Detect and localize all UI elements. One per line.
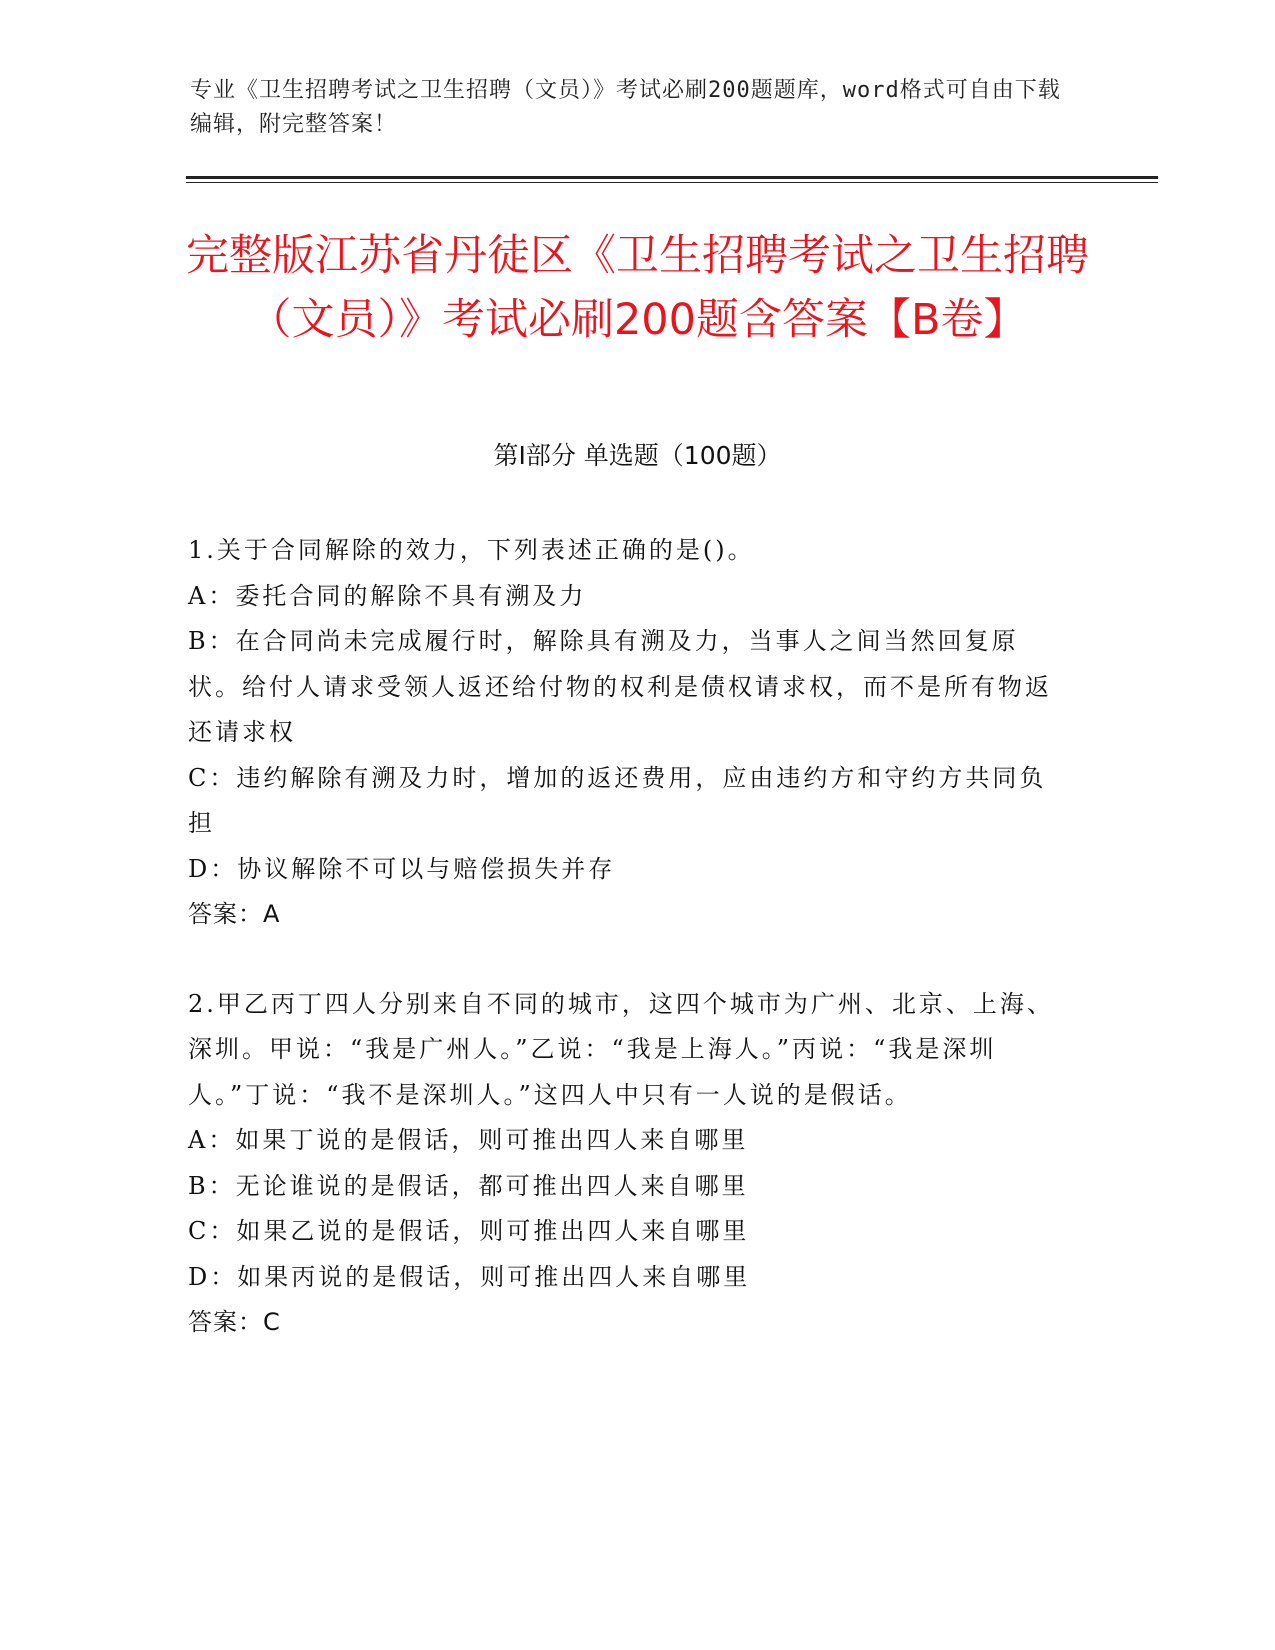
header-divider-thick [186, 176, 1158, 179]
option-c: C：如果乙说的是假话，则可推出四人来自哪里 [188, 1217, 750, 1245]
option-a: A：委托合同的解除不具有溯及力 [188, 581, 587, 610]
document-title: 完整版江苏省丹徒区《卫生招聘考试之卫生招聘（文员）》考试必刷200题含答案【B卷】 [186, 231, 1089, 345]
option-b: B：无论谁说的是假话，都可推出四人来自哪里 [188, 1171, 749, 1200]
option-a: A：如果丁说的是假话，则可推出四人来自哪里 [188, 1126, 749, 1154]
section-title: 第Ⅰ部分 单选题（100题） [493, 441, 782, 470]
option-c: C：违约解除有溯及力时，增加的返还费用，应由违约方和守约方共同负担 [188, 763, 1047, 837]
option-d: D：如果丙说的是假话，则可推出四人来自哪里 [188, 1262, 751, 1291]
question-2 [188, 982, 1068, 1346]
question-stem: 1.关于合同解除的效力，下列表述正确的是()。 [188, 536, 755, 564]
header-note: 专业《卫生招聘考试之卫生招聘（文员）》考试必刷200题题库，word格式可自由下载编辑，附完整答案！ [190, 78, 1061, 137]
question-stem: 2.甲乙丙丁四人分别来自不同的城市，这四个城市为广州、北京、上海、深圳。甲说：“我是广州人。”乙说：“我是上海人。”丙说：“我是深圳人。”丁说：“我不是深圳人。”这四人中只有一人说的是假话。 [188, 989, 1054, 1109]
option-b: B：在合同尚未完成履行时，解除具有溯及力，当事人之间当然回复原状。给付人请求受领人返还给付物的权利是债权请求权，而不是所有物返还请求权 [188, 627, 1052, 746]
option-d: D：协议解除不可以与赔偿损失并存 [188, 854, 616, 883]
question-1 [188, 528, 1068, 938]
header-divider-thin [186, 182, 1158, 183]
question-list [188, 528, 1068, 1390]
answer-text: 答案：A [188, 900, 281, 928]
answer-text: 答案：C [188, 1308, 281, 1336]
